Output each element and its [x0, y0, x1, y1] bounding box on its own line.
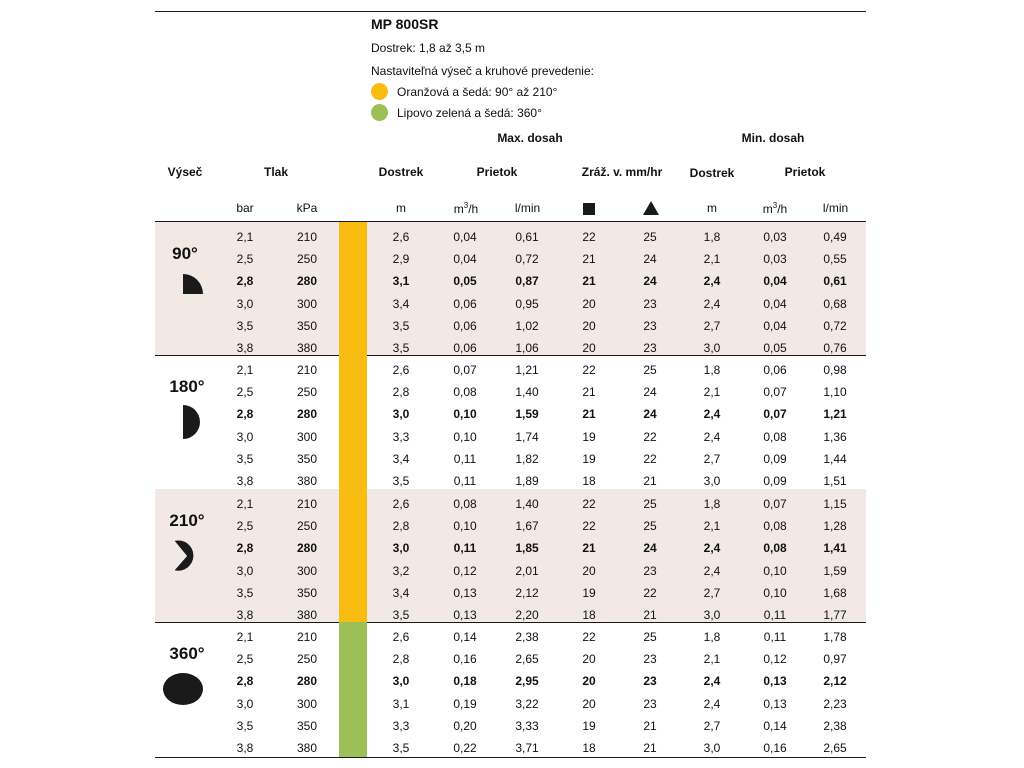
- table-cell: 2,95: [515, 674, 539, 689]
- table-cell: 0,08: [763, 429, 787, 444]
- table-cell: 2,12: [823, 674, 847, 689]
- table-cell: 2,9: [392, 252, 410, 267]
- table-cell: 1,02: [515, 318, 539, 333]
- table-cell: 1,44: [823, 451, 847, 466]
- table-cell: 380: [296, 474, 318, 488]
- table-cell: 2,01: [515, 563, 539, 578]
- table-cell: 0,87: [515, 274, 539, 289]
- table-cell: 0,76: [823, 341, 847, 355]
- table-cell: 2,4: [703, 274, 721, 289]
- table-cell: 0,61: [515, 230, 539, 244]
- table-cell: 25: [643, 363, 657, 377]
- table-cell: 0,13: [453, 608, 477, 622]
- table-cell: 3,3: [392, 718, 410, 733]
- table-cell: 2,23: [823, 696, 847, 711]
- table-cell: 0,04: [453, 230, 477, 244]
- unit-m3h-min: [755, 201, 795, 216]
- legend-orange: [371, 83, 557, 100]
- table-cell: 0,11: [453, 451, 477, 466]
- table-cell: 1,10: [823, 385, 847, 400]
- table-cell: 2,1: [703, 652, 721, 667]
- table-cell: 2,4: [703, 429, 721, 444]
- table-cell: 0,16: [763, 741, 787, 755]
- table-cell: 0,04: [453, 252, 477, 267]
- table-cell: 2,4: [703, 696, 721, 711]
- table-cell: 1,36: [823, 429, 847, 444]
- table-cell: 0,13: [453, 585, 477, 600]
- table-cell: 0,06: [763, 363, 787, 377]
- table-cell: 0,09: [763, 474, 787, 488]
- table-cell: 3,0: [703, 341, 721, 355]
- table-cell: 0,06: [453, 296, 477, 311]
- table-cell: 0,10: [453, 519, 477, 534]
- unit-kpa: kPa: [296, 201, 318, 215]
- zraz-header: Zráž. v. mm/hr: [581, 165, 663, 179]
- sector-210-icon: [172, 539, 204, 573]
- table-cell: 0,12: [763, 652, 787, 667]
- table-cell: 2,8: [392, 519, 410, 534]
- table-cell: 1,28: [823, 519, 847, 534]
- adjust-text: Nastaviteľná výseč a kruhové prevedenie:: [371, 64, 594, 78]
- table-cell: 2,1: [236, 497, 254, 511]
- table-cell: 3,71: [515, 741, 539, 755]
- orange-dot-icon: [371, 83, 388, 100]
- table-cell: 350: [296, 585, 318, 600]
- table-cell: 2,6: [392, 630, 410, 644]
- table-cell: 3,22: [515, 696, 539, 711]
- angle-label: 210°: [169, 511, 205, 530]
- table-cell: 25: [643, 519, 657, 534]
- table-cell: 3,5: [236, 718, 254, 733]
- table-cell: 3,2: [392, 563, 410, 578]
- max-dosah-header: Max. dosah: [497, 131, 563, 145]
- table-cell: 1,21: [515, 363, 539, 377]
- table-cell: 2,8: [236, 407, 254, 422]
- unit-m-max: m: [396, 201, 406, 215]
- table-cell: 0,61: [823, 274, 847, 289]
- table-cell: 23: [643, 318, 657, 333]
- table-cell: 22: [582, 363, 596, 377]
- table-cell: 2,6: [392, 363, 410, 377]
- table-cell: 0,10: [763, 585, 787, 600]
- table-cell: 3,0: [236, 563, 254, 578]
- section-rule: [155, 622, 866, 623]
- triangle-icon: [643, 201, 659, 215]
- range-text: Dostrek: 1,8 až 3,5 m: [371, 41, 486, 55]
- table-cell: 25: [643, 230, 657, 244]
- table-cell: 1,40: [515, 385, 539, 400]
- table-cell: 0,11: [453, 474, 477, 488]
- table-cell: 2,6: [392, 230, 410, 244]
- table-cell: 20: [582, 296, 596, 311]
- table-cell: 0,10: [453, 429, 477, 444]
- table-cell: 250: [296, 652, 318, 667]
- table-cell: 0,19: [453, 696, 477, 711]
- table-cell: 23: [643, 296, 657, 311]
- table-cell: 2,7: [703, 718, 721, 733]
- table-cell: 2,8: [392, 652, 410, 667]
- table-cell: 280: [296, 274, 318, 289]
- table-cell: 2,1: [703, 385, 721, 400]
- table-cell: 0,20: [453, 718, 477, 733]
- table-cell: 22: [643, 585, 657, 600]
- legend-green: [371, 104, 542, 121]
- table-cell: 0,49: [823, 230, 847, 244]
- table-cell: 21: [582, 407, 596, 422]
- table-cell: 3,8: [236, 474, 254, 488]
- table-cell: 0,07: [453, 363, 477, 377]
- table-cell: 300: [296, 429, 318, 444]
- section-rule: [155, 757, 866, 758]
- table-cell: 24: [643, 385, 657, 400]
- table-cell: 0,05: [763, 341, 787, 355]
- table-cell: 250: [296, 385, 318, 400]
- table-cell: 2,5: [236, 252, 254, 267]
- legend-orange-label: Oranžová a šedá: 90° až 210°: [397, 84, 558, 99]
- table-cell: 1,78: [823, 630, 847, 644]
- table-cell: 1,82: [515, 451, 539, 466]
- table-cell: 3,33: [515, 718, 539, 733]
- table-cell: 21: [582, 541, 596, 556]
- table-cell: 3,5: [236, 318, 254, 333]
- table-cell: 380: [296, 741, 318, 755]
- green-dot-icon: [371, 104, 388, 121]
- table-cell: 0,11: [763, 608, 787, 622]
- table-cell: 3,0: [392, 674, 410, 689]
- table-cell: 2,4: [703, 407, 721, 422]
- table-cell: 210: [296, 630, 318, 644]
- table-cell: 2,65: [515, 652, 539, 667]
- table-cell: 2,65: [823, 741, 847, 755]
- table-cell: 0,08: [763, 541, 787, 556]
- legend-green-label: Lipovo zelená a šedá: 360°: [397, 105, 542, 120]
- unit-lmin-min: l/min: [822, 201, 849, 215]
- top-rule: [155, 11, 866, 12]
- table-cell: 23: [643, 341, 657, 355]
- prietok-min-header: Prietok: [784, 165, 826, 179]
- table-cell: 0,04: [763, 318, 787, 333]
- table-cell: 2,8: [392, 385, 410, 400]
- table-cell: 0,22: [453, 741, 477, 755]
- table-cell: 23: [643, 696, 657, 711]
- table-cell: 0,07: [763, 497, 787, 511]
- table-cell: 2,1: [703, 519, 721, 534]
- table-cell: 22: [582, 519, 596, 534]
- table-cell: 21: [643, 474, 657, 488]
- table-cell: 0,03: [763, 230, 787, 244]
- table-cell: 3,4: [392, 296, 410, 311]
- table-cell: 0,03: [763, 252, 787, 267]
- table-cell: 250: [296, 252, 318, 267]
- unit-lmin-max: l/min: [514, 201, 541, 215]
- unit-m3h-min-tail: /h: [777, 202, 788, 216]
- table-cell: 1,68: [823, 585, 847, 600]
- table-cell: 3,0: [703, 474, 721, 488]
- table-cell: 280: [296, 541, 318, 556]
- table-cell: 1,41: [823, 541, 847, 556]
- product-title: MP 800SR: [371, 16, 439, 32]
- table-cell: 0,10: [453, 407, 477, 422]
- dostrek-min-header: Dostrek: [689, 166, 735, 180]
- table-cell: 3,8: [236, 741, 254, 755]
- table-cell: 1,89: [515, 474, 539, 488]
- table-cell: 3,5: [236, 585, 254, 600]
- table-cell: 1,59: [515, 407, 539, 422]
- table-cell: 2,8: [236, 541, 254, 556]
- table-cell: 19: [582, 429, 596, 444]
- table-cell: 3,1: [392, 696, 410, 711]
- prietok-max-header: Prietok: [476, 165, 518, 179]
- table-cell: 2,7: [703, 451, 721, 466]
- table-cell: 23: [643, 563, 657, 578]
- color-stripe: [339, 355, 367, 489]
- table-cell: 21: [643, 718, 657, 733]
- table-cell: 20: [582, 696, 596, 711]
- dostrek-max-header: Dostrek: [378, 165, 424, 179]
- table-cell: 0,06: [453, 341, 477, 355]
- angle-label: 180°: [169, 377, 205, 396]
- table-cell: 1,8: [703, 363, 721, 377]
- table-cell: 20: [582, 318, 596, 333]
- table-cell: 0,06: [453, 318, 477, 333]
- table-cell: 3,0: [392, 541, 410, 556]
- unit-m3h-min-base: m: [762, 202, 773, 216]
- table-cell: 24: [643, 252, 657, 267]
- table-cell: 25: [643, 630, 657, 644]
- table-cell: 0,95: [515, 296, 539, 311]
- table-cell: 0,08: [453, 497, 477, 511]
- table-cell: 0,72: [515, 252, 539, 267]
- table-cell: 2,20: [515, 608, 539, 622]
- table-cell: 2,4: [703, 296, 721, 311]
- table-cell: 19: [582, 718, 596, 733]
- table-cell: 210: [296, 497, 318, 511]
- table-cell: 3,8: [236, 608, 254, 622]
- table-cell: 0,14: [763, 718, 787, 733]
- table-cell: 1,06: [515, 341, 539, 355]
- table-cell: 3,0: [236, 429, 254, 444]
- table-cell: 3,0: [236, 296, 254, 311]
- table-cell: 0,09: [763, 451, 787, 466]
- table-cell: 22: [643, 451, 657, 466]
- angle-label: 90°: [172, 244, 198, 263]
- table-cell: 2,4: [703, 563, 721, 578]
- table-cell: 19: [582, 451, 596, 466]
- table-cell: 3,5: [392, 608, 410, 622]
- table-cell: 18: [582, 608, 596, 622]
- table-cell: 3,8: [236, 341, 254, 355]
- table-cell: 22: [643, 429, 657, 444]
- table-cell: 24: [643, 541, 657, 556]
- table-cell: 3,5: [236, 451, 254, 466]
- unit-m3h-max-sup: 3: [463, 201, 469, 210]
- table-cell: 2,12: [515, 585, 539, 600]
- table-cell: 22: [582, 630, 596, 644]
- table-cell: 0,07: [763, 407, 787, 422]
- table-cell: 22: [582, 497, 596, 511]
- table-cell: 2,6: [392, 497, 410, 511]
- table-cell: 0,11: [453, 541, 477, 556]
- table-cell: 3,5: [392, 318, 410, 333]
- table-cell: 1,51: [823, 474, 847, 488]
- table-cell: 1,40: [515, 497, 539, 511]
- table-cell: 2,5: [236, 652, 254, 667]
- full-circle-icon: [163, 673, 203, 706]
- table-cell: 0,07: [763, 385, 787, 400]
- angle-label: 360°: [169, 644, 205, 663]
- table-cell: 21: [582, 252, 596, 267]
- table-cell: 1,85: [515, 541, 539, 556]
- unit-m3h-min-sup: 3: [772, 201, 778, 210]
- table-cell: 2,8: [236, 674, 254, 689]
- table-cell: 18: [582, 474, 596, 488]
- table-cell: 350: [296, 718, 318, 733]
- table-cell: 0,08: [763, 519, 787, 534]
- table-cell: 3,5: [392, 474, 410, 488]
- table-cell: 300: [296, 696, 318, 711]
- table-cell: 3,5: [392, 741, 410, 755]
- unit-m3h-max-tail: /h: [468, 202, 479, 216]
- table-cell: 0,55: [823, 252, 847, 267]
- table-cell: 3,0: [703, 741, 721, 755]
- table-cell: 0,68: [823, 296, 847, 311]
- table-cell: 1,67: [515, 519, 539, 534]
- table-cell: 2,1: [236, 363, 254, 377]
- unit-m-min: m: [707, 201, 717, 215]
- table-cell: 3,0: [703, 608, 721, 622]
- table-cell: 0,13: [763, 696, 787, 711]
- table-cell: 22: [582, 230, 596, 244]
- table-cell: 1,8: [703, 630, 721, 644]
- table-cell: 350: [296, 451, 318, 466]
- table-cell: 1,59: [823, 563, 847, 578]
- table-cell: 2,8: [236, 274, 254, 289]
- table-cell: 2,38: [823, 718, 847, 733]
- table-cell: 0,05: [453, 274, 477, 289]
- table-cell: 20: [582, 674, 596, 689]
- table-cell: 250: [296, 519, 318, 534]
- table-cell: 280: [296, 674, 318, 689]
- table-cell: 380: [296, 608, 318, 622]
- table-cell: 0,10: [763, 563, 787, 578]
- table-cell: 21: [643, 608, 657, 622]
- table-cell: 23: [643, 674, 657, 689]
- table-cell: 0,11: [763, 630, 787, 644]
- table-cell: 3,4: [392, 585, 410, 600]
- table-cell: 2,5: [236, 519, 254, 534]
- table-cell: 2,5: [236, 385, 254, 400]
- table-cell: 20: [582, 563, 596, 578]
- color-stripe: [339, 622, 367, 757]
- min-dosah-header: Min. dosah: [741, 131, 805, 145]
- table-cell: 300: [296, 563, 318, 578]
- table-cell: 2,1: [703, 252, 721, 267]
- color-stripe: [339, 222, 367, 355]
- unit-m3h-max: [446, 201, 486, 216]
- table-cell: 18: [582, 741, 596, 755]
- table-cell: 0,16: [453, 652, 477, 667]
- table-cell: 2,4: [703, 541, 721, 556]
- table-cell: 24: [643, 407, 657, 422]
- table-cell: 25: [643, 497, 657, 511]
- table-cell: 210: [296, 230, 318, 244]
- table-cell: 1,74: [515, 429, 539, 444]
- table-cell: 0,98: [823, 363, 847, 377]
- table-cell: 0,97: [823, 652, 847, 667]
- table-cell: 0,72: [823, 318, 847, 333]
- unit-bar: bar: [236, 201, 254, 215]
- table-cell: 3,0: [392, 407, 410, 422]
- table-cell: 2,4: [703, 674, 721, 689]
- table-cell: 350: [296, 318, 318, 333]
- header-rule: [155, 221, 866, 222]
- table-cell: 2,7: [703, 318, 721, 333]
- table-cell: 1,15: [823, 497, 847, 511]
- half-circle-icon: [183, 405, 203, 440]
- color-stripe: [339, 489, 367, 622]
- table-cell: 21: [582, 274, 596, 289]
- vysec-header: Výseč: [167, 165, 203, 179]
- table-cell: 3,3: [392, 429, 410, 444]
- table-cell: 3,5: [392, 341, 410, 355]
- table-cell: 2,38: [515, 630, 539, 644]
- square-icon: [583, 203, 595, 215]
- table-cell: 21: [643, 741, 657, 755]
- table-cell: 0,18: [453, 674, 477, 689]
- table-cell: 3,4: [392, 451, 410, 466]
- table-cell: 2,1: [236, 630, 254, 644]
- table-cell: 23: [643, 652, 657, 667]
- table-cell: 21: [582, 385, 596, 400]
- table-cell: 1,8: [703, 497, 721, 511]
- table-cell: 0,04: [763, 296, 787, 311]
- table-cell: 0,13: [763, 674, 787, 689]
- table-cell: 280: [296, 407, 318, 422]
- table-cell: 0,04: [763, 274, 787, 289]
- table-cell: 3,0: [236, 696, 254, 711]
- table-cell: 300: [296, 296, 318, 311]
- section-rule: [155, 355, 866, 356]
- table-cell: 20: [582, 341, 596, 355]
- table-cell: 1,77: [823, 608, 847, 622]
- table-cell: 0,14: [453, 630, 477, 644]
- table-cell: 210: [296, 363, 318, 377]
- table-cell: 1,21: [823, 407, 847, 422]
- quarter-circle-icon: [183, 274, 204, 295]
- table-cell: 2,7: [703, 585, 721, 600]
- table-cell: 20: [582, 652, 596, 667]
- table-cell: 0,08: [453, 385, 477, 400]
- table-cell: 1,8: [703, 230, 721, 244]
- table-cell: 2,1: [236, 230, 254, 244]
- table-cell: 24: [643, 274, 657, 289]
- table-cell: 3,1: [392, 274, 410, 289]
- table-cell: 0,12: [453, 563, 477, 578]
- table-cell: 380: [296, 341, 318, 355]
- table-cell: 19: [582, 585, 596, 600]
- unit-m3h-max-base: m: [453, 202, 464, 216]
- tlak-header: Tlak: [263, 165, 288, 179]
